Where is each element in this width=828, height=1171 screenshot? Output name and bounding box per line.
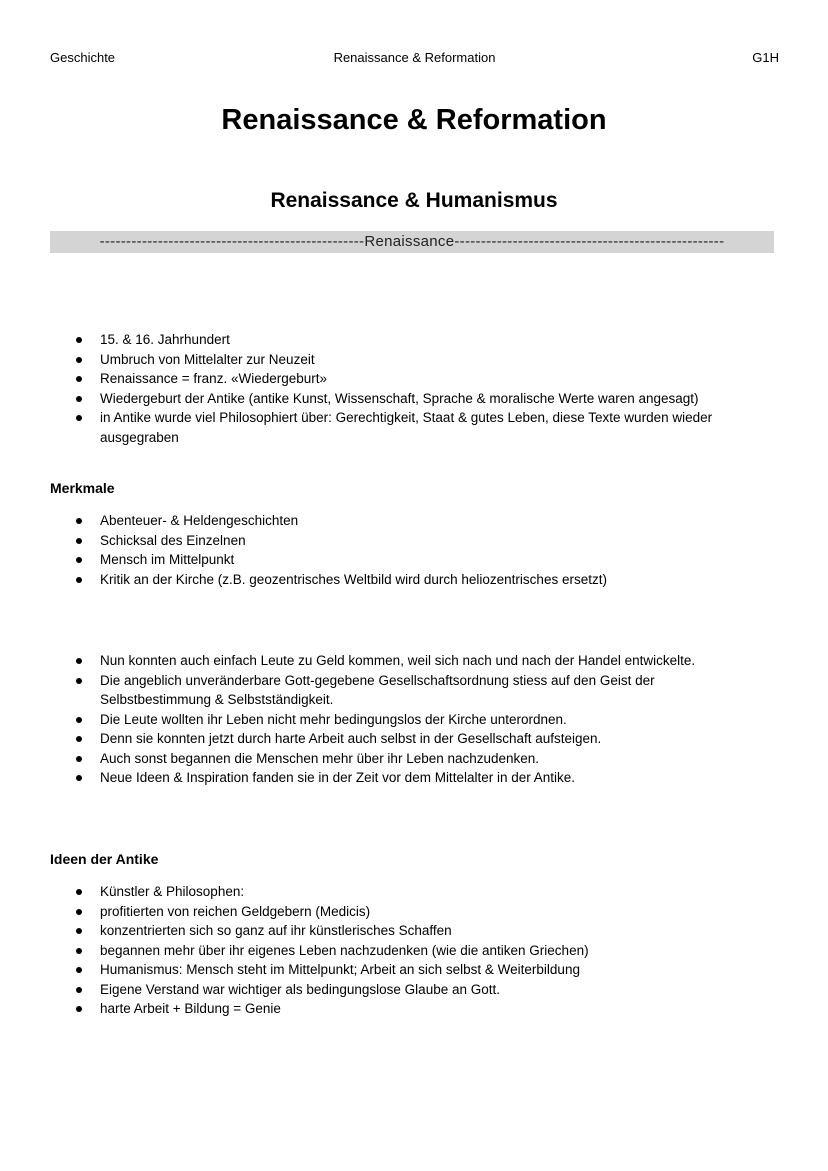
list-item: konzentrierten sich so ganz auf ihr künstlerisches Schaffen [50, 921, 750, 941]
list-item: begannen mehr über ihr eigenes Leben nachzudenken (wie die antiken Griechen) [50, 941, 750, 961]
list-item: Denn sie konnten jetzt durch harte Arbeit auch selbst in der Gesellschaft aufsteigen. [50, 729, 750, 749]
list-item: harte Arbeit + Bildung = Genie [50, 999, 750, 1019]
list-item: Schicksal des Einzelnen [50, 531, 750, 551]
list-item: Kritik an der Kirche (z.B. geozentrisches Weltbild wird durch heliozentrisches ersetzt) [50, 570, 750, 590]
list-item: Eigene Verstand war wichtiger als bedingungslose Glaube an Gott. [50, 980, 750, 1000]
header-class-code: G1H [752, 50, 779, 65]
heading-merkmale: Merkmale [50, 480, 115, 496]
list-item: Wiedergeburt der Antike (antike Kunst, Wissenschaft, Sprache & moralische Werte waren angesagt) [50, 389, 750, 409]
list-item: Nun konnten auch einfach Leute zu Geld kommen, weil sich nach und nach der Handel entwickelte. [50, 651, 750, 671]
heading-ideen-der-antike: Ideen der Antike [50, 851, 159, 867]
page-header [50, 50, 779, 68]
list-item: Umbruch von Mittelalter zur Neuzeit [50, 350, 750, 370]
section-divider-renaissance: --------------------------------------------------Renaissance--------------------------------------------------- [50, 231, 774, 253]
header-topic: Renaissance & Reformation [333, 50, 496, 65]
intro-list [50, 330, 750, 447]
list-item: 15. & 16. Jahrhundert [50, 330, 750, 350]
society-list [50, 651, 750, 788]
list-item: Renaissance = franz. «Wiedergeburt» [50, 369, 750, 389]
list-item: Künstler & Philosophen: [50, 882, 750, 902]
header-subject: Geschichte [50, 50, 116, 65]
list-item: in Antike wurde viel Philosophiert über: Gerechtigkeit, Staat & gutes Leben, diese Texte wurden wieder ausgegraben [50, 408, 750, 447]
list-item: profitierten von reichen Geldgebern (Medicis) [50, 902, 750, 922]
list-item: Auch sonst begannen die Menschen mehr über ihr Leben nachzudenken. [50, 749, 750, 769]
list-item: Abenteuer- & Heldengeschichten [50, 511, 750, 531]
list-item: Mensch im Mittelpunkt [50, 550, 750, 570]
list-item: Neue Ideen & Inspiration fanden sie in der Zeit vor dem Mittelalter in der Antike. [50, 768, 750, 788]
list-item: Die Leute wollten ihr Leben nicht mehr bedingungslos der Kirche unterordnen. [50, 710, 750, 730]
list-item: Humanismus: Mensch steht im Mittelpunkt; Arbeit an sich selbst & Weiterbildung [50, 960, 750, 980]
page-title: Renaissance & Reformation [221, 104, 607, 136]
merkmale-list [50, 511, 750, 589]
page-subtitle: Renaissance & Humanismus [270, 189, 558, 212]
ideen-list [50, 882, 750, 1019]
list-item: Die angeblich unveränderbare Gott-gegebene Gesellschaftsordnung stiess auf den Geist der Selbstbestimmung & Selbstständigkeit. [50, 671, 750, 710]
